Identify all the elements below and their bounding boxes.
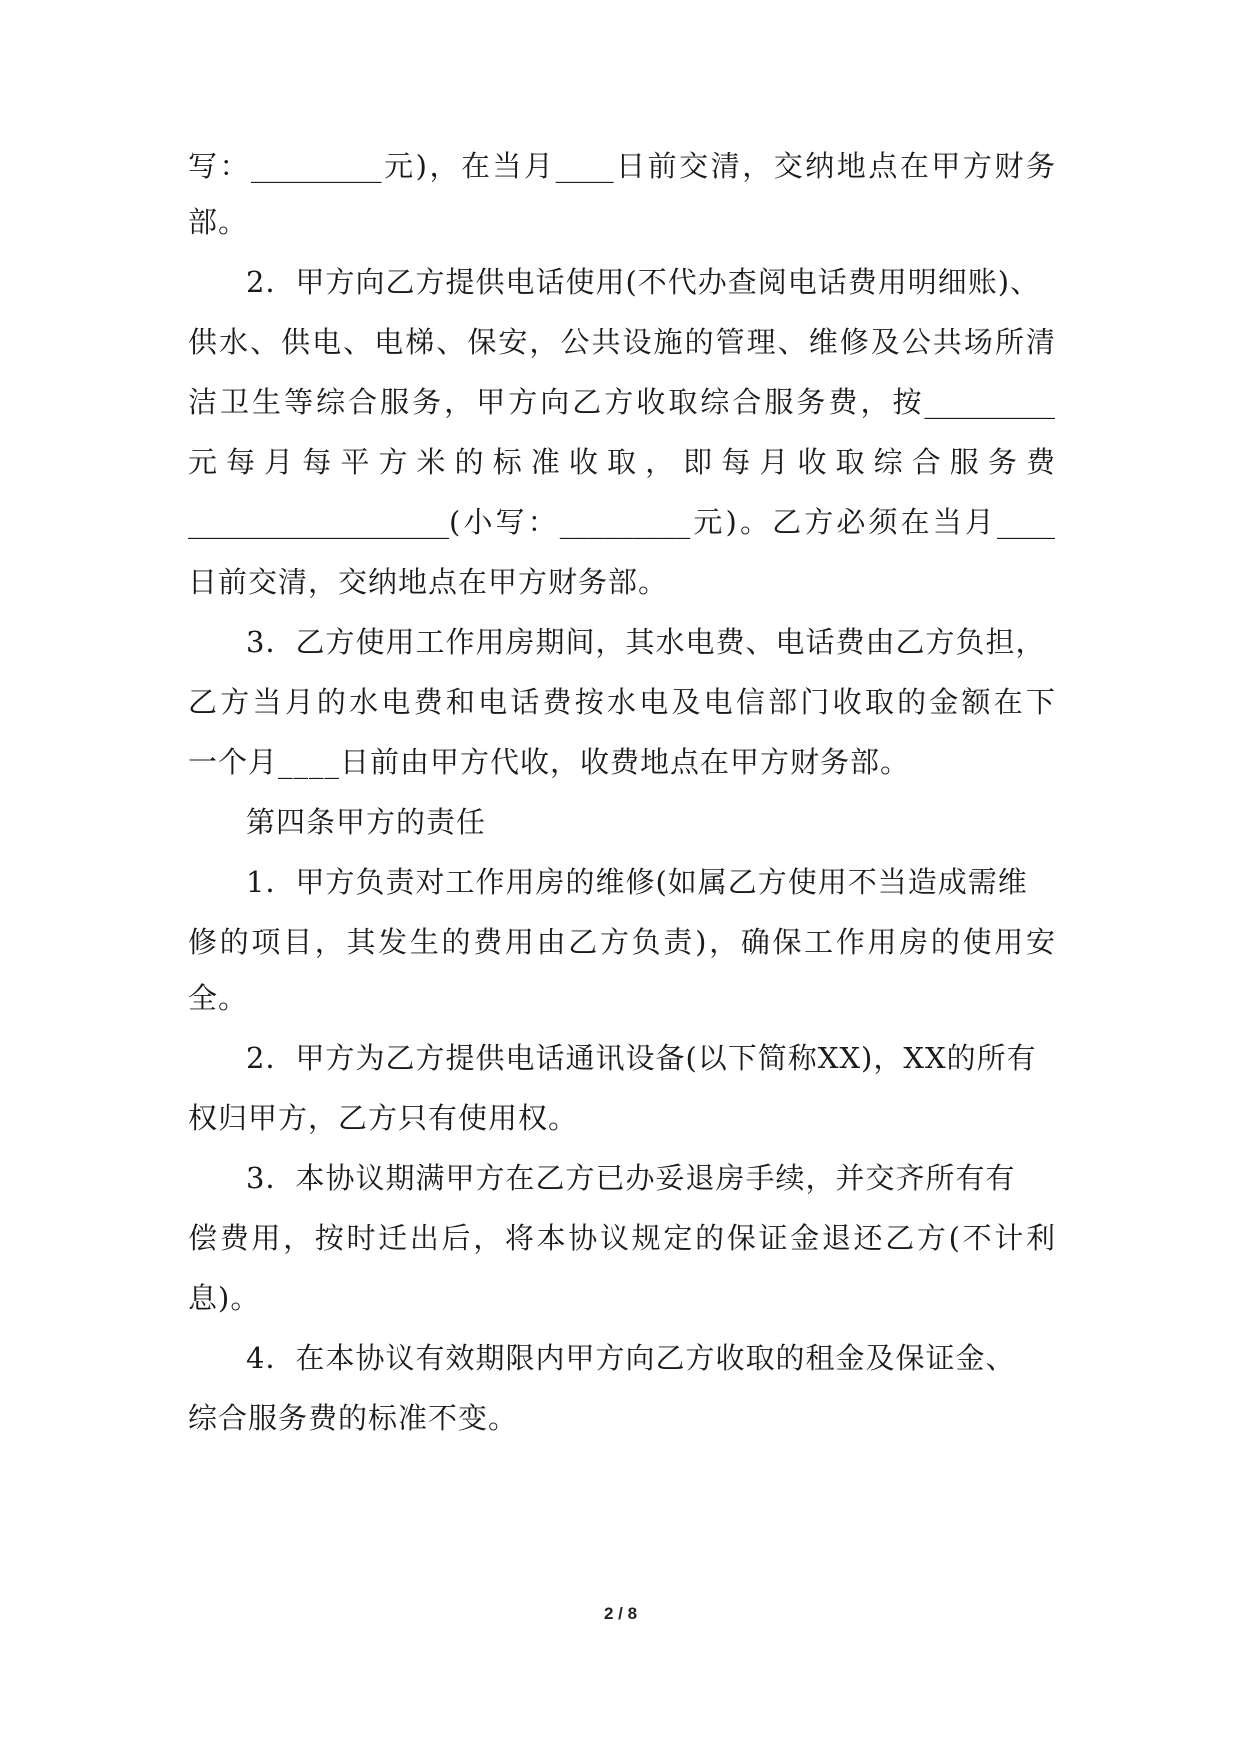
text-line: 修的项目，其发生的费用由乙方负责)，确保工作用房的使用安 [188, 925, 1055, 959]
text-line: 综合服务费的标准不变。 [188, 1401, 519, 1435]
text-line: 全。 [188, 981, 249, 1015]
text-line: 元每月每平方米的标准收取，即每月收取综合服务费 [188, 445, 1055, 479]
text-line: 洁卫生等综合服务，甲方向乙方收取综合服务费，按_________ [188, 385, 1055, 419]
text-line: 写：_________元)，在当月____日前交清，交纳地点在甲方财务 [188, 149, 1055, 183]
page-number: 2 / 8 [603, 1604, 638, 1623]
text-line: 部。 [188, 205, 249, 239]
text-line: 1．甲方负责对工作用房的维修(如属乙方使用不当造成需维 [246, 865, 1028, 899]
text-line: 息)。 [188, 1281, 261, 1315]
text-line: __________________(小写：_________元)。乙方必须在当月____ [188, 505, 1055, 539]
text-line: 乙方当月的水电费和电话费按水电及电信部门收取的金额在下 [188, 685, 1055, 719]
text-line: 日前交清，交纳地点在甲方财务部。 [188, 565, 669, 599]
text-line: 2．甲方向乙方提供电话使用(不代办查阅电话费用明细账)、 [246, 265, 1041, 299]
text-line: 供水、供电、电梯、保安，公共设施的管理、维修及公共场所清 [188, 325, 1055, 359]
section-heading: 第四条甲方的责任 [246, 805, 487, 839]
text-line: 3．本协议期满甲方在乙方已办妥退房手续，并交齐所有有 [246, 1161, 1016, 1195]
text-line: 2．甲方为乙方提供电话通讯设备(以下简称XX)，XX的所有 [246, 1041, 1037, 1075]
text-line: 权归甲方，乙方只有使用权。 [188, 1101, 579, 1135]
text-line: 一个月____日前由甲方代收，收费地点在甲方财务部。 [188, 745, 911, 779]
text-line: 偿费用，按时迁出后，将本协议规定的保证金退还乙方(不计利 [188, 1221, 1055, 1255]
text-line: 4．在本协议有效期限内甲方向乙方收取的租金及保证金、 [246, 1341, 1016, 1375]
text-line: 3．乙方使用工作用房期间，其水电费、电话费由乙方负担， [246, 625, 1046, 659]
